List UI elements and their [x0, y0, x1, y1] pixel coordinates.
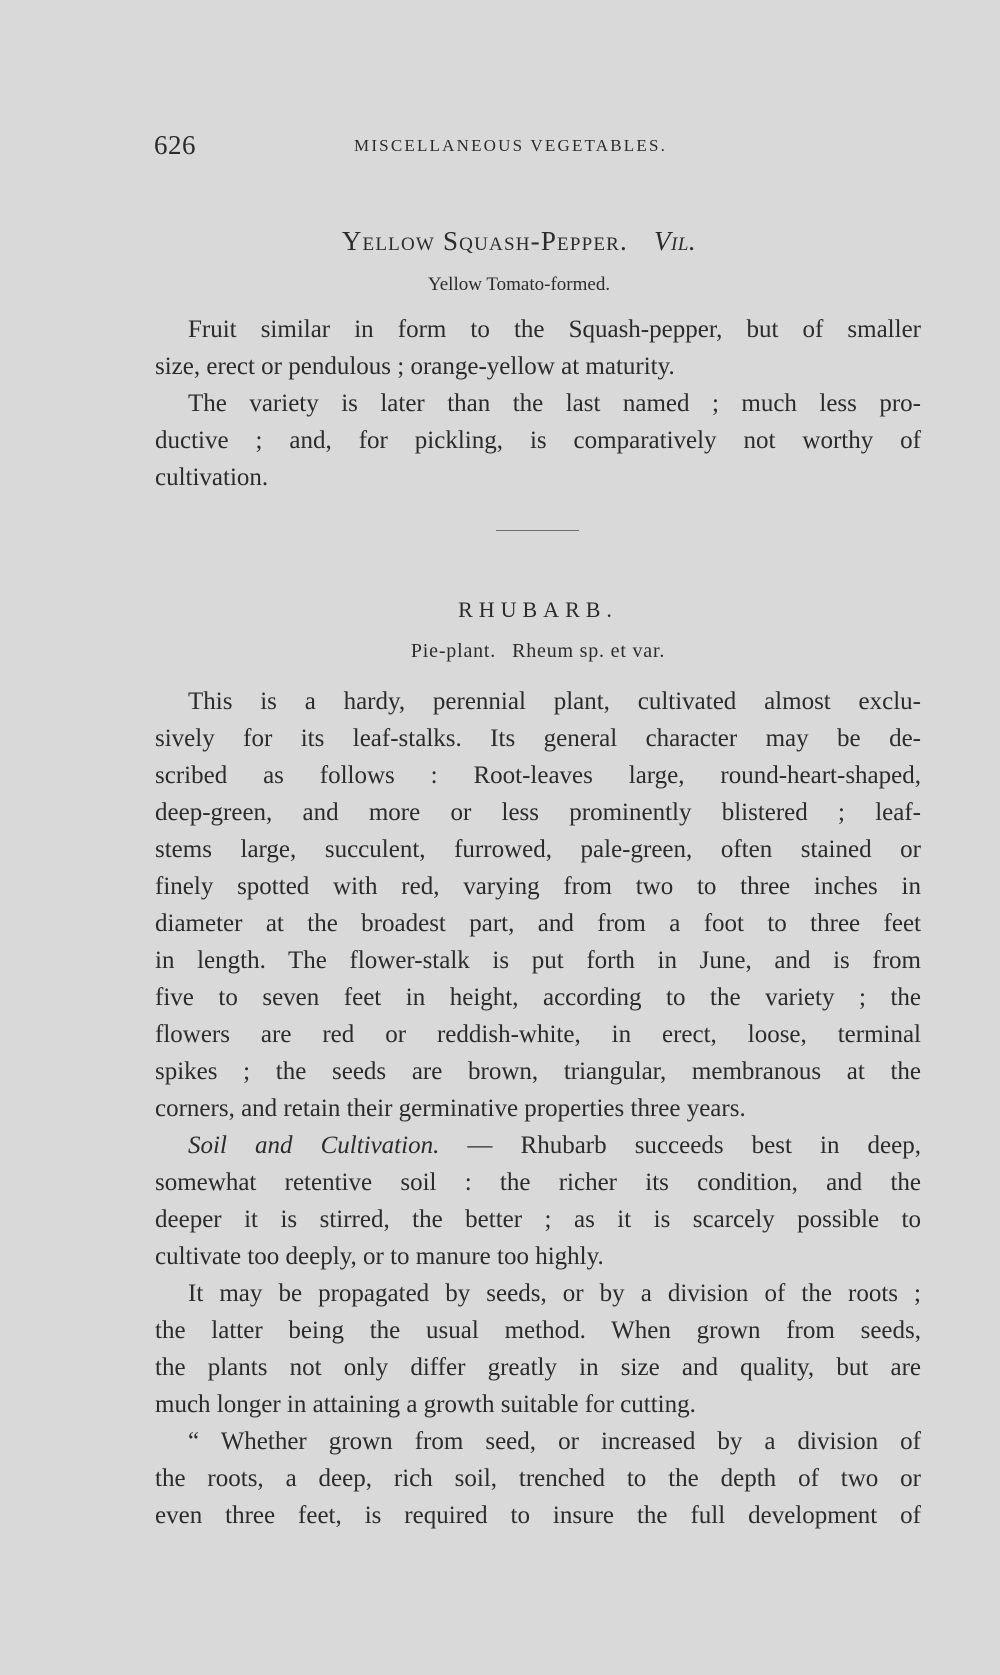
text-line: This is a hardy, perennial plant, cultivated almost exclu-	[188, 688, 921, 715]
text-line: corners, and retain their germinative properties three years.	[155, 1095, 746, 1122]
section-title-text: Yellow Squash-Pepper.	[341, 226, 629, 256]
text-line: in length. The flower-stalk is put forth in June, and is from	[155, 947, 921, 974]
section-title-rhubarb: RHUBARB.	[458, 597, 618, 622]
section-divider	[496, 530, 579, 531]
section-subtitle: Yellow Tomato-formed.	[427, 274, 611, 295]
text-line: stems large, succulent, furrowed, pale-green, often stained or	[155, 836, 921, 863]
section-title-authority: Vil.	[654, 226, 697, 256]
text-line: sively for its leaf-stalks. Its general character may be de-	[155, 725, 921, 752]
quote-line: even three feet, is required to insure the full development of	[155, 1502, 921, 1529]
text-line: It may be propagated by seeds, or by a division of the roots ;	[188, 1280, 921, 1307]
soil-cultivation-line	[188, 1127, 921, 1164]
text-line: cultivation.	[155, 464, 269, 491]
text-line: five to seven feet in height, according to the variety ; the	[155, 984, 921, 1011]
text-line: somewhat retentive soil : the richer its condition, and the	[155, 1169, 921, 1196]
running-title: MISCELLANEOUS VEGETABLES.	[354, 136, 668, 155]
soil-cultivation-heading: Soil and Cultivation.	[188, 1132, 440, 1159]
text-line: size, erect or pendulous ; orange-yellow at maturity.	[155, 353, 675, 380]
quote-line: the roots, a deep, rich soil, trenched to the depth of two or	[155, 1465, 921, 1492]
text-line: scribed as follows : Root-leaves large, round-heart-shaped,	[155, 762, 921, 789]
quote-line: “ Whether grown from seed, or increased by a division of	[188, 1428, 921, 1455]
text-line: the plants not only differ greatly in size and quality, but are	[155, 1354, 921, 1381]
text-line: The variety is later than the last named ; much less pro-	[188, 390, 921, 417]
text-line: ductive ; and, for pickling, is comparatively not worthy of	[155, 427, 921, 454]
section-synonyms	[0, 640, 1000, 663]
text-line: flowers are red or reddish-white, in erect, loose, terminal	[155, 1021, 921, 1048]
text-line: deeper it is stirred, the better ; as it is scarcely possible to	[155, 1206, 921, 1233]
running-head	[154, 130, 920, 160]
soil-cultivation-text: — Rhubarb succeeds best in deep,	[467, 1132, 921, 1159]
text-line: cultivate too deeply, or to manure too highly.	[155, 1243, 604, 1270]
text-line: diameter at the broadest part, and from a foot to three feet	[155, 910, 921, 937]
text-line: spikes ; the seeds are brown, triangular, membranous at the	[155, 1058, 921, 1085]
text-line: deep-green, and more or less prominently blistered ; leaf-	[155, 799, 921, 826]
text-line: much longer in attaining a growth suitable for cutting.	[155, 1391, 696, 1418]
synonym-botanical: Rheum sp. et var.	[512, 640, 666, 662]
synonym-common: Pie-plant.	[410, 640, 497, 662]
text-line: finely spotted with red, varying from two to three inches in	[155, 873, 921, 900]
section-title-yellow-squash-pepper	[0, 226, 1000, 257]
text-line: Fruit similar in form to the Squash-pepper, but of smaller	[188, 316, 921, 343]
page-number: 626	[154, 130, 196, 160]
text-line: the latter being the usual method. When grown from seeds,	[155, 1317, 921, 1344]
